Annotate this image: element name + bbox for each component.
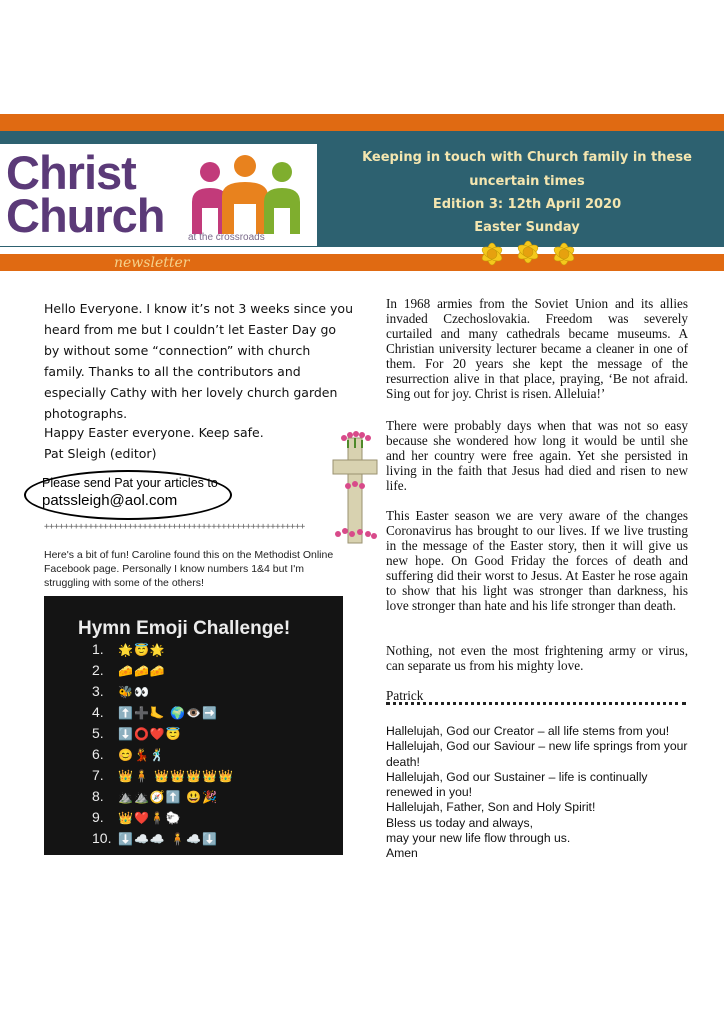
article-author: Patrick	[386, 688, 424, 703]
logo-tagline: at the crossroads	[188, 232, 265, 243]
headline-line-2: uncertain times	[469, 174, 585, 189]
header-bottom-band	[0, 254, 724, 271]
logo-people-icon	[178, 154, 313, 234]
emoji-row-number: 7.	[92, 767, 104, 783]
emoji-row	[92, 745, 166, 764]
prayer-line: Hallelujah, Father, Son and Holy Spirit!	[386, 800, 596, 815]
emoji-row-emojis: 😊💃🕺	[118, 748, 166, 762]
prayer-line: Hallelujah, God our Sustainer – life is continually renewed in you!	[386, 769, 648, 800]
easter-wish: Happy Easter everyone. Keep safe.	[44, 425, 264, 440]
emoji-row-number: 6.	[92, 746, 104, 762]
prayer-line: may your new life flow through us.	[386, 831, 571, 846]
emoji-row-number: 1.	[92, 641, 104, 657]
emoji-row-emojis: 🧀🧀🧀	[118, 664, 166, 678]
emoji-row-emojis: 👑❤️🧍🐑	[118, 811, 182, 825]
emoji-row	[92, 682, 150, 701]
article-paragraph-1: In 1968 armies from the Soviet Union and its allies invaded Czechoslovakia. Freedom was severely curtailed and many cathedrals became museums. A Christian university lecturer became a cleaner in one of them. For 20 years she kept the message of the resurrection alive in that place, praying, ‘Be not afraid. Sing out for joy. Christ is risen. Alleluia!’	[386, 296, 688, 401]
emoji-row-emojis: ⬇️☁️☁️ 🧍☁️⬇️	[118, 832, 218, 846]
logo-word-church: Church	[6, 189, 165, 242]
header-top-band	[0, 114, 724, 131]
emoji-row	[92, 829, 218, 848]
newsletter-label: newsletter	[114, 255, 190, 271]
emoji-row-number: 8.	[92, 788, 104, 804]
send-articles-text: Please send Pat your articles to	[42, 476, 218, 490]
emoji-row-number: 4.	[92, 704, 104, 720]
article-paragraph-3: This Easter season we are very aware of the changes Coronavirus has brought to our lives. If we live trusting in the message of the Easter story, then it will give us new hope. On Good Friday the forces of death and suffering did their worst to Jesus. At Easter he rose again to show that his light was stronger than darkness, his love stronger than hate and his life stronger than death.	[386, 508, 688, 613]
emoji-row-emojis: 🐝👀	[118, 685, 150, 699]
emoji-row	[92, 787, 218, 806]
headline-easter-sunday: Easter Sunday	[474, 220, 580, 235]
prayer-line: Hallelujah, God our Saviour – new life springs from your death!	[386, 739, 688, 769]
emoji-row-number: 2.	[92, 662, 104, 678]
emoji-row-number: 3.	[92, 683, 104, 699]
headline-line-1: Keeping in touch with Church family in these	[362, 150, 692, 165]
editor-email-link[interactable]: patssleigh@aol.com	[42, 492, 178, 509]
fun-intro-text: Here's a bit of fun! Caroline found this on the Methodist Online Facebook page. Personally I know numbers 1&4 but I'm struggling with some of the others!	[44, 549, 334, 589]
daffodils-icon	[474, 236, 584, 272]
plus-divider: +++++++++++++++++++++++++++++++++++++++++++++++++++++	[44, 522, 305, 532]
emoji-row	[92, 766, 234, 785]
editor-signature: Pat Sleigh (editor)	[44, 446, 157, 461]
article-paragraph-4: Nothing, not even the most frightening army or virus, can separate us from his mighty love.	[386, 643, 688, 673]
prayer-line: Hallelujah, God our Creator – all life stems from you!	[386, 724, 670, 738]
emoji-row	[92, 661, 166, 680]
prayer-line: Amen	[386, 846, 418, 861]
headline-edition: Edition 3: 12th April 2020	[432, 197, 622, 212]
intro-letter: Hello Everyone. I know it’s not 3 weeks since you heard from me but I couldn’t let Easter Day go by without some “connection” with church family. Thanks to all the contributors and especially Cathy with her lovely church garden photographs.	[44, 301, 353, 421]
emoji-row-emojis: 👑🧍 👑👑👑👑👑	[118, 769, 234, 783]
emoji-row-number: 10.	[92, 830, 112, 846]
hallelujah-prayer	[386, 724, 696, 862]
dotted-divider	[386, 702, 686, 705]
emoji-row-emojis: ⬆️➕🦶 🌍👁️➡️	[118, 706, 218, 720]
emoji-row-number: 9.	[92, 809, 104, 825]
flowered-cross-icon	[330, 430, 380, 545]
emoji-row-emojis: 🌟😇🌟	[118, 643, 166, 657]
emoji-row-emojis: ⬇️⭕❤️😇	[118, 727, 182, 741]
article-paragraph-2: There were probably days when that was not so easy because she wondered how long it would be until she and her country were free again. Yet she persisted in living in the faith that Jesus had died and risen to new life.	[386, 418, 688, 493]
emoji-challenge-title: Hymn Emoji Challenge!	[78, 618, 291, 639]
emoji-row	[92, 703, 218, 722]
emoji-row	[92, 808, 182, 827]
prayer-line: Bless us today and always,	[386, 815, 534, 830]
emoji-row	[92, 640, 166, 659]
logo-word-christ: Christ	[6, 146, 136, 199]
emoji-row-emojis: ⛰️⛰️🧭⬆️ 😃🎉	[118, 790, 218, 804]
emoji-row-number: 5.	[92, 725, 104, 741]
emoji-row	[92, 724, 182, 743]
